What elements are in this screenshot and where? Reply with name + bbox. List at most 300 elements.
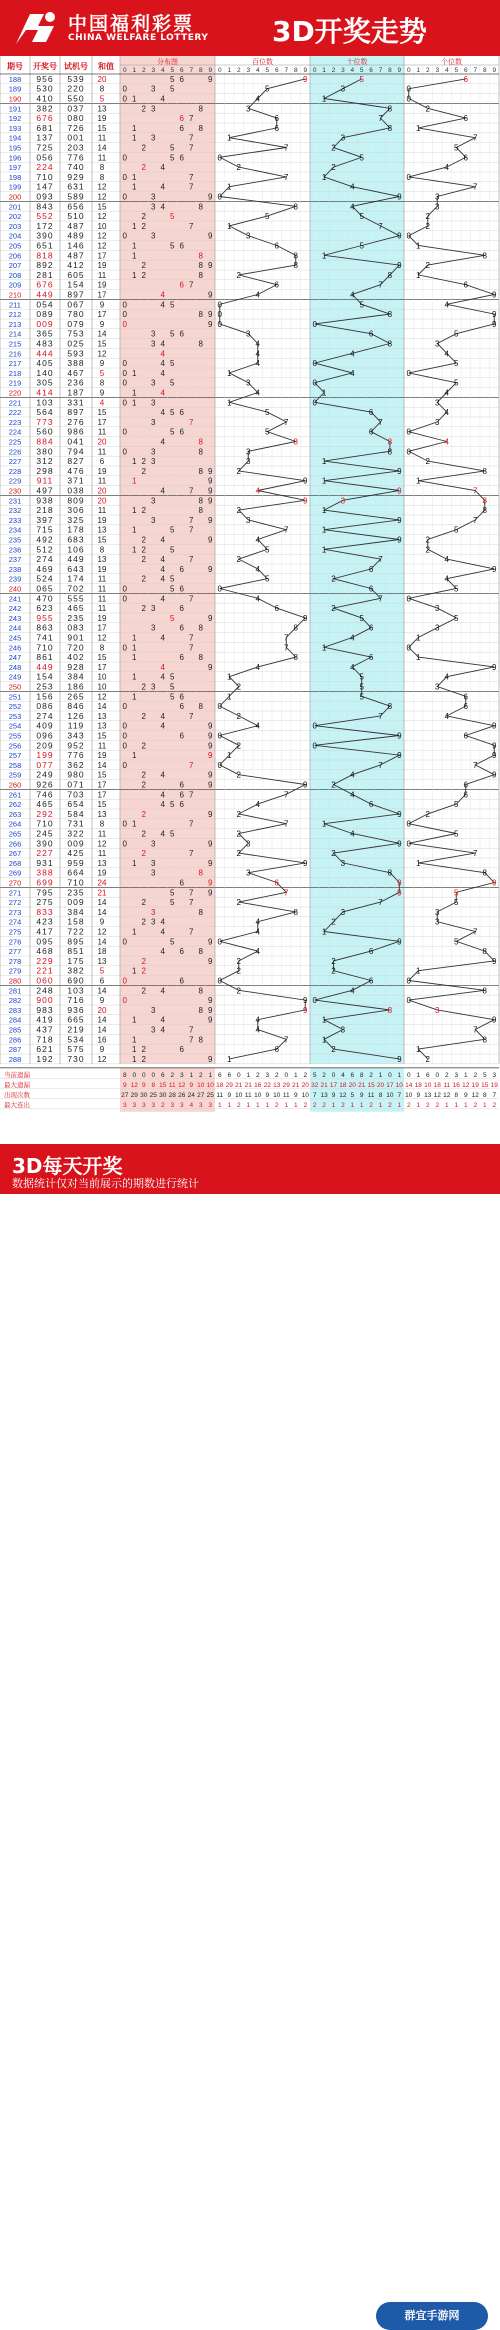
- test-number-cell: 720: [67, 642, 85, 653]
- distribution-digit: 7: [189, 555, 194, 565]
- tens-digit: 8: [387, 437, 393, 447]
- sum-cell: 12: [97, 1054, 107, 1064]
- sum-cell: 9: [99, 1045, 105, 1055]
- stats-value: 13: [424, 1091, 432, 1099]
- open-number-cell: 818: [36, 250, 54, 261]
- distribution-digit: 8: [198, 437, 203, 447]
- hundreds-digit: 5: [265, 545, 270, 555]
- sum-cell: 19: [97, 515, 107, 525]
- stats-value: 12: [433, 1091, 441, 1099]
- hundreds-digit: 0: [217, 584, 222, 594]
- stats-label: 当前遗漏: [4, 1071, 30, 1079]
- distribution-digit: 1: [132, 94, 137, 104]
- sum-cell: 17: [97, 251, 107, 261]
- distribution-digit: 5: [170, 74, 175, 84]
- stats-value: 5: [350, 1091, 355, 1099]
- stats-value: 19: [490, 1081, 498, 1089]
- units-digit: 6: [463, 74, 468, 84]
- stats-value: 4: [189, 1101, 194, 1109]
- distribution-digit: 1: [132, 819, 137, 829]
- tens-digit: 9: [397, 1054, 402, 1064]
- stats-value: 2: [322, 1071, 326, 1079]
- distribution-digit: 5: [170, 800, 175, 810]
- hundreds-digit: 7: [284, 790, 289, 800]
- open-number-cell: 492: [36, 534, 54, 545]
- test-number-cell: 928: [67, 661, 85, 672]
- issue-cell: 276: [8, 937, 22, 947]
- open-number-cell: 209: [36, 740, 54, 751]
- sum-cell: 19: [97, 261, 107, 271]
- sum-cell: 20: [97, 486, 107, 496]
- open-number-cell: 382: [36, 103, 54, 114]
- sum-cell: 19: [97, 466, 107, 476]
- issue-cell: 219: [8, 378, 22, 388]
- distribution-digit: 6: [179, 731, 184, 741]
- hundreds-digit: 3: [246, 104, 251, 114]
- tens-digit: 0: [312, 741, 317, 751]
- hundreds-digit: 7: [284, 633, 289, 643]
- distribution-digit: 2: [141, 682, 146, 692]
- sum-cell: 14: [97, 329, 107, 339]
- stats-value: 2: [369, 1101, 373, 1109]
- test-number-cell: 079: [67, 318, 85, 329]
- distribution-digit: 2: [141, 545, 146, 555]
- distribution-digit: 4: [160, 182, 165, 192]
- test-number-cell: 589: [67, 191, 85, 202]
- issue-cell: 252: [8, 702, 22, 712]
- distribution-digit: 7: [189, 927, 194, 937]
- issue-cell: 205: [8, 241, 22, 251]
- stats-value: 3: [179, 1101, 184, 1109]
- open-number-cell: 956: [36, 73, 54, 84]
- units-digit: 2: [425, 457, 430, 467]
- stats-value: 9: [416, 1091, 421, 1099]
- test-number-cell: 809: [67, 495, 85, 506]
- units-digit: 3: [435, 398, 440, 408]
- sum-cell: 8: [99, 172, 105, 182]
- test-number-cell: 901: [67, 632, 85, 643]
- stats-value: 1: [189, 1071, 194, 1079]
- tens-digit: 9: [397, 878, 402, 888]
- sum-cell: 20: [97, 437, 107, 447]
- hundreds-digit: 1: [227, 133, 232, 143]
- tens-digit: 0: [312, 359, 317, 369]
- hundreds-digit: 2: [236, 466, 241, 476]
- stats-value: 9: [265, 1091, 270, 1099]
- hundreds-digit: 2: [236, 898, 241, 908]
- stats-value: 28: [168, 1091, 176, 1099]
- open-number-cell: 229: [36, 955, 54, 966]
- test-number-cell: 654: [67, 799, 85, 810]
- distribution-digit: 9: [208, 956, 213, 966]
- units-digit: 4: [444, 437, 449, 447]
- distribution-digit: 4: [160, 290, 165, 300]
- hundreds-digit: 6: [274, 123, 279, 133]
- stats-value: 1: [416, 1101, 421, 1109]
- units-digit: 6: [463, 114, 468, 124]
- test-number-cell: 009: [67, 897, 85, 908]
- stats-value: 19: [471, 1081, 479, 1089]
- stats-value: 0: [141, 1071, 146, 1079]
- open-number-cell: 470: [36, 593, 54, 604]
- distribution-digit: 2: [141, 163, 146, 173]
- units-digit: 7: [473, 1025, 478, 1035]
- distribution-digit: 1: [132, 172, 137, 182]
- digit-heading: 9: [492, 67, 497, 74]
- sum-cell: 19: [97, 564, 107, 574]
- issue-cell: 269: [8, 868, 22, 878]
- digit-heading: 0: [312, 67, 317, 74]
- tens-digit: 6: [368, 408, 374, 418]
- issue-cell: 283: [8, 1005, 22, 1015]
- stats-value: 10: [254, 1091, 262, 1099]
- tens-digit: 1: [321, 476, 327, 486]
- distribution-digit: 8: [198, 339, 203, 349]
- distribution-digit: 0: [122, 702, 127, 712]
- distribution-digit: 8: [198, 123, 203, 133]
- test-number-cell: 895: [67, 936, 85, 947]
- units-digit: 9: [492, 878, 497, 888]
- trend-chart: [0, 56, 500, 1144]
- issue-cell: 198: [8, 172, 22, 182]
- units-digit: 5: [454, 378, 459, 388]
- stats-value: 1: [454, 1101, 459, 1109]
- issue-cell: 253: [8, 711, 22, 721]
- tens-digit: 1: [321, 506, 327, 516]
- distribution-digit: 7: [189, 114, 194, 124]
- distribution-digit: 8: [198, 104, 203, 114]
- stats-value: 27: [121, 1091, 129, 1099]
- open-number-cell: 449: [36, 289, 54, 300]
- stats-value: 12: [462, 1081, 470, 1089]
- stats-value: 2: [473, 1071, 478, 1079]
- distribution-digit: 4: [160, 437, 165, 447]
- sum-cell: 8: [99, 545, 105, 555]
- issue-cell: 270: [8, 878, 22, 888]
- distribution-digit: 6: [179, 800, 184, 810]
- units-digit: 0: [406, 819, 411, 829]
- hundreds-digit: 8: [293, 623, 298, 633]
- distribution-digit: 4: [160, 359, 165, 369]
- hundreds-digit: 3: [246, 231, 251, 241]
- units-digit: 3: [435, 417, 440, 427]
- units-digit: 0: [406, 172, 411, 182]
- sum-cell: 6: [99, 457, 105, 467]
- stats-value: 9: [189, 1081, 194, 1089]
- test-number-cell: 106: [67, 544, 85, 555]
- distribution-digit: 3: [151, 398, 156, 408]
- distribution-digit: 8: [198, 466, 203, 476]
- test-number-cell: 702: [67, 583, 85, 594]
- issue-cell: 201: [8, 202, 22, 212]
- distribution-digit: 0: [122, 192, 127, 202]
- units-digit: 8: [482, 506, 487, 516]
- test-number-cell: 203: [67, 142, 85, 153]
- stats-value: 2: [435, 1101, 440, 1109]
- sum-cell: 14: [97, 907, 107, 917]
- units-digit: 2: [425, 809, 430, 819]
- open-number-cell: 676: [36, 113, 54, 124]
- distribution-digit: 1: [132, 751, 137, 761]
- distribution-digit: 3: [151, 339, 156, 349]
- issue-cell: 273: [8, 907, 22, 917]
- distribution-digit: 1: [132, 633, 137, 643]
- hundreds-digit: 7: [284, 143, 289, 153]
- hundreds-digit: 3: [246, 329, 251, 339]
- sum-cell: 18: [97, 947, 107, 957]
- units-digit: 9: [492, 310, 497, 320]
- issue-cell: 260: [8, 780, 22, 790]
- test-number-cell: 382: [67, 965, 85, 976]
- open-number-cell: 423: [36, 916, 54, 927]
- units-digit: 9: [492, 741, 497, 751]
- units-digit: 0: [406, 976, 411, 986]
- stats-value: 26: [178, 1091, 186, 1099]
- issue-cell: 208: [8, 270, 22, 280]
- stats-value: 18: [339, 1081, 347, 1089]
- stats-value: 11: [244, 1091, 252, 1099]
- hundreds-digit: 4: [255, 388, 260, 398]
- distribution-digit: 3: [151, 604, 156, 614]
- distribution-digit: 2: [141, 849, 146, 859]
- distribution-digit: 2: [141, 574, 146, 584]
- stats-value: 20: [348, 1081, 356, 1089]
- stats-value: 3: [122, 1101, 127, 1109]
- test-number-cell: 952: [67, 740, 85, 751]
- test-number-cell: 794: [67, 446, 85, 457]
- open-number-cell: 512: [36, 544, 54, 555]
- test-number-cell: 510: [67, 211, 85, 222]
- tens-digit: 6: [368, 564, 374, 574]
- footer-title: 3D每天开奖: [12, 1154, 123, 1178]
- hundreds-digit: 1: [227, 398, 232, 408]
- distribution-digit: 9: [208, 751, 213, 761]
- open-number-cell: 710: [36, 642, 54, 653]
- distribution-digit: 1: [132, 388, 137, 398]
- open-number-cell: 065: [36, 583, 54, 594]
- tens-digit: 4: [350, 662, 355, 672]
- tens-digit: 5: [359, 613, 364, 623]
- test-number-cell: 827: [67, 456, 85, 467]
- digit-heading: 7: [189, 67, 194, 74]
- units-digit: 3: [435, 907, 440, 917]
- sum-cell: 16: [97, 1035, 107, 1045]
- issue-cell: 239: [8, 574, 22, 584]
- hundreds-digit: 8: [293, 907, 298, 917]
- hundreds-digit: 9: [303, 496, 308, 506]
- stats-value: 1: [397, 1071, 402, 1079]
- units-digit: 8: [482, 947, 487, 957]
- test-number-cell: 041: [67, 436, 85, 447]
- issue-cell: 282: [8, 996, 22, 1006]
- hundreds-digit: 9: [303, 996, 308, 1006]
- sum-cell: 13: [97, 956, 107, 966]
- open-number-cell: 086: [36, 701, 54, 712]
- open-number-cell: 365: [36, 328, 54, 339]
- distribution-digit: 4: [160, 947, 165, 957]
- distribution-digit: 5: [170, 584, 175, 594]
- test-number-cell: 539: [67, 73, 85, 84]
- tens-digit: 9: [397, 888, 402, 898]
- digit-heading: 8: [293, 67, 298, 74]
- hundreds-digit: 6: [274, 604, 279, 614]
- stats-value: 8: [454, 1091, 459, 1099]
- units-digit: 6: [463, 780, 468, 790]
- sum-cell: 17: [97, 662, 107, 672]
- open-number-cell: 103: [36, 397, 54, 408]
- stats-value: 6: [217, 1071, 222, 1079]
- tens-digit: 0: [312, 319, 317, 329]
- test-number-cell: 584: [67, 808, 85, 819]
- sum-cell: 11: [97, 153, 107, 163]
- units-digit: 1: [416, 966, 421, 976]
- stats-value: 0: [331, 1071, 336, 1079]
- sum-cell: 4: [99, 398, 105, 408]
- units-digit: 9: [492, 662, 497, 672]
- distribution-digit: 2: [141, 604, 146, 614]
- tens-digit: 8: [387, 104, 393, 114]
- distribution-digit: 5: [170, 143, 175, 153]
- distribution-digit: 1: [132, 476, 137, 486]
- test-number-cell: 343: [67, 730, 85, 741]
- stats-value: 21: [358, 1081, 366, 1089]
- open-number-cell: 093: [36, 191, 54, 202]
- tens-digit: 1: [321, 172, 327, 182]
- sum-cell: 11: [97, 604, 107, 614]
- stats-value: 1: [246, 1101, 251, 1109]
- tens-digit: 7: [378, 221, 383, 231]
- distribution-digit: 9: [208, 261, 213, 271]
- stats-value: 21: [235, 1081, 243, 1089]
- tens-digit: 5: [359, 692, 364, 702]
- hundreds-digit: 2: [236, 829, 241, 839]
- distribution-digit: 7: [189, 898, 194, 908]
- open-number-cell: 483: [36, 338, 54, 349]
- stats-value: 11: [443, 1081, 451, 1089]
- stats-value: 11: [367, 1091, 375, 1099]
- tens-digit: 5: [359, 153, 364, 163]
- tens-digit: 2: [331, 849, 336, 859]
- stats-label: 最大遗漏: [4, 1081, 30, 1089]
- tens-digit: 8: [387, 123, 393, 133]
- digit-heading: 2: [331, 67, 336, 74]
- test-number-header: 试机号: [64, 62, 88, 71]
- sum-cell: 12: [97, 927, 107, 937]
- issue-cell: 216: [8, 349, 22, 359]
- open-number-cell: 795: [36, 887, 54, 898]
- open-number-cell: 699: [36, 877, 54, 888]
- distribution-digit: 2: [141, 780, 146, 790]
- tens-digit: 2: [331, 780, 336, 790]
- hundreds-digit: 4: [255, 917, 260, 927]
- distribution-digit: 4: [160, 202, 165, 212]
- distribution-digit: 1: [132, 545, 137, 555]
- hundreds-digit: 2: [236, 682, 241, 692]
- distribution-digit: 4: [160, 339, 165, 349]
- distribution-digit: 0: [122, 819, 127, 829]
- hundreds-digit: 9: [303, 1005, 308, 1015]
- distribution-digit: 6: [179, 878, 184, 888]
- hundreds-digit: 0: [217, 319, 222, 329]
- tens-digit: 7: [378, 898, 383, 908]
- units-digit: 5: [454, 888, 459, 898]
- distribution-digit: 7: [189, 515, 194, 525]
- hundreds-digit: 0: [217, 976, 222, 986]
- distribution-digit: 1: [132, 692, 137, 702]
- issue-cell: 228: [8, 466, 22, 476]
- distribution-digit: 9: [208, 937, 213, 947]
- tens-digit: 3: [340, 84, 346, 94]
- distribution-digit: 9: [208, 1005, 213, 1015]
- hundreds-digit: 5: [265, 408, 270, 418]
- issue-cell: 263: [8, 809, 22, 819]
- sum-cell: 17: [97, 780, 107, 790]
- distribution-digit: 7: [189, 182, 194, 192]
- units-digit: 0: [406, 368, 411, 378]
- hundreds-digit: 2: [236, 711, 241, 721]
- stats-value: 2: [388, 1101, 392, 1109]
- sum-cell: 11: [97, 594, 107, 604]
- sum-cell: 8: [99, 643, 105, 653]
- distribution-digit: 2: [141, 829, 146, 839]
- test-number-cell: 322: [67, 828, 85, 839]
- digit-heading: 8: [482, 67, 487, 74]
- distribution-digit: 1: [132, 966, 137, 976]
- sum-cell: 19: [97, 114, 107, 124]
- distribution-digit: 9: [208, 839, 213, 849]
- distribution-digit: 5: [170, 241, 175, 251]
- open-number-cell: 089: [36, 309, 54, 320]
- distribution-digit: 6: [179, 623, 184, 633]
- units-digit: 6: [463, 280, 468, 290]
- stats-value: 30: [140, 1091, 148, 1099]
- open-number-cell: 469: [36, 563, 54, 574]
- distribution-digit: 1: [132, 133, 137, 143]
- tens-digit: 4: [350, 986, 355, 996]
- issue-cell: 284: [8, 1015, 22, 1025]
- issue-cell: 247: [8, 653, 22, 663]
- hundreds-digit: 1: [227, 368, 232, 378]
- test-number-cell: 146: [67, 240, 85, 251]
- issue-cell: 285: [8, 1025, 22, 1035]
- open-number-cell: 449: [36, 661, 54, 672]
- issue-cell: 257: [8, 751, 22, 761]
- sum-cell: 14: [97, 760, 107, 770]
- issue-cell: 274: [8, 917, 22, 927]
- stats-value: 9: [141, 1081, 146, 1089]
- distribution-digit: 4: [160, 672, 165, 682]
- sum-cell: 11: [97, 476, 107, 486]
- stats-value: 7: [312, 1091, 317, 1099]
- sum-header: 和值: [98, 62, 114, 71]
- issue-cell: 272: [8, 898, 22, 908]
- test-number-cell: 384: [67, 906, 85, 917]
- open-number-cell: 298: [36, 465, 54, 476]
- units-digit: 3: [435, 623, 440, 633]
- dist-header: 分布图: [157, 59, 178, 66]
- test-number-cell: 665: [67, 1014, 85, 1025]
- tens-digit: 5: [359, 672, 364, 682]
- open-number-cell: 651: [36, 240, 54, 251]
- digit-heading: 8: [388, 67, 392, 74]
- sum-cell: 10: [97, 221, 107, 231]
- hundreds-digit: 4: [255, 594, 260, 604]
- units-digit: 7: [473, 133, 478, 143]
- distribution-digit: 4: [160, 721, 165, 731]
- tens-digit: 3: [340, 133, 346, 143]
- open-number-cell: 710: [36, 171, 54, 182]
- page-title: 3D开奖走势: [272, 15, 427, 48]
